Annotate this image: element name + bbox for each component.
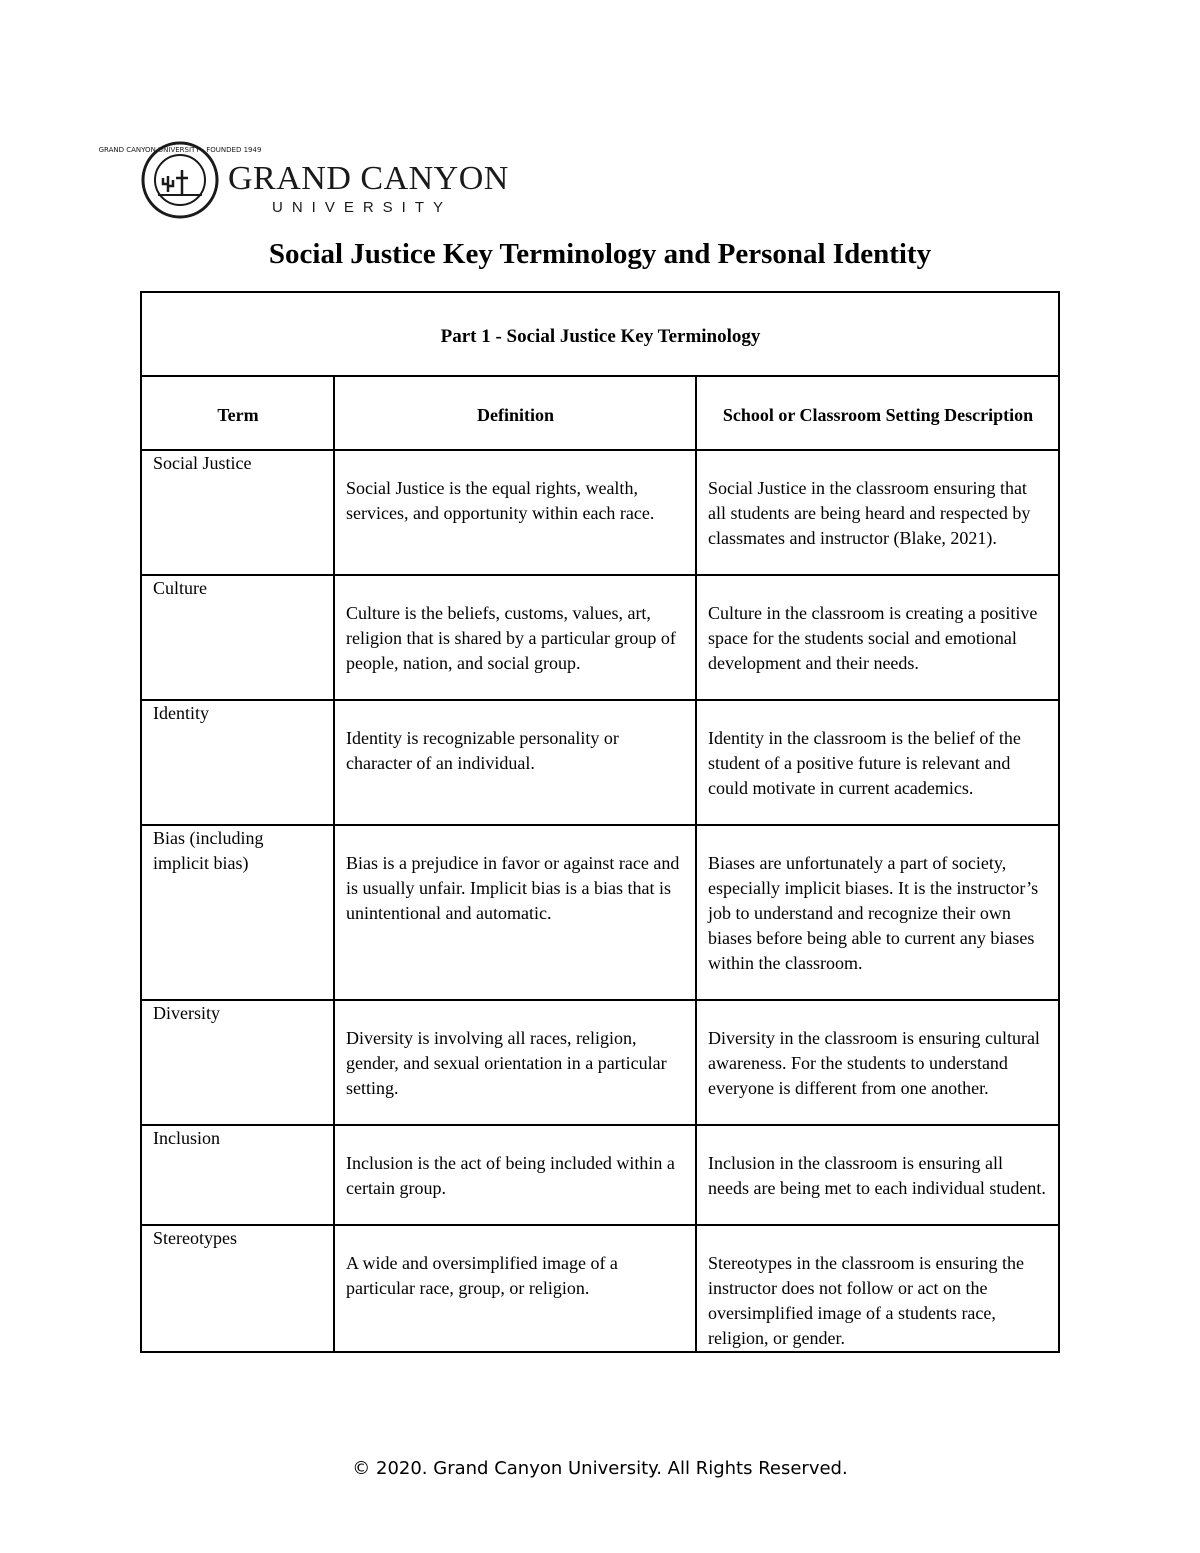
table-row: [141, 1125, 1059, 1225]
setting-cell: Biases are unfortunately a part of society, especially implicit biases. It is the instructor’s job to understand and recognize their own biases before being able to current any biases within the classroom.: [696, 825, 1059, 1000]
logo-wordmark: GRAND CANYON: [228, 160, 509, 197]
svg-text:GRAND CANYON UNIVERSITY · FOUN: GRAND CANYON UNIVERSITY · FOUNDED 1949: [98, 146, 262, 154]
university-seal-icon: [98, 140, 262, 220]
table-row: [141, 575, 1059, 700]
part-heading: Part 1 - Social Justice Key Terminology: [141, 292, 1059, 376]
term-cell: Inclusion: [141, 1125, 334, 1225]
column-header-definition: Definition: [334, 376, 696, 450]
term-cell: Stereotypes: [141, 1225, 334, 1352]
setting-cell: Inclusion in the classroom is ensuring all needs are being met to each individual student.: [696, 1125, 1059, 1225]
document-title: Social Justice Key Terminology and Personal Identity: [268, 238, 932, 270]
university-logo: [98, 140, 509, 220]
copyright-footer: © 2020. Grand Canyon University. All Rights Reserved.: [352, 1458, 848, 1479]
setting-cell: Social Justice in the classroom ensuring that all students are being heard and respected by classmates and instructor (Blake, 2021).: [696, 450, 1059, 575]
table-row: [141, 450, 1059, 575]
table-row: [141, 1000, 1059, 1125]
definition-cell: Culture is the beliefs, customs, values, art, religion that is shared by a particular group of people, nation, and social group.: [334, 575, 696, 700]
definition-cell: Diversity is involving all races, religion, gender, and sexual orientation in a particular setting.: [334, 1000, 696, 1125]
setting-cell: Culture in the classroom is creating a positive space for the students social and emotional development and their needs.: [696, 575, 1059, 700]
part-heading-row: [141, 292, 1059, 376]
definition-cell: Inclusion is the act of being included within a certain group.: [334, 1125, 696, 1225]
logo-subline: UNIVERSITY: [272, 199, 453, 216]
term-cell: Bias (including implicit bias): [141, 825, 334, 1000]
table-row: [141, 825, 1059, 1000]
definition-cell: Bias is a prejudice in favor or against race and is usually unfair. Implicit bias is a bias that is unintentional and automatic.: [334, 825, 696, 1000]
column-header-setting: School or Classroom Setting Description: [696, 376, 1059, 450]
definition-cell: Identity is recognizable personality or character of an individual.: [334, 700, 696, 825]
term-cell: Culture: [141, 575, 334, 700]
header-row: [141, 376, 1059, 450]
column-header-term: Term: [141, 376, 334, 450]
terminology-table: [140, 291, 1060, 1353]
setting-cell: Identity in the classroom is the belief of the student of a positive future is relevant and could motivate in current academics.: [696, 700, 1059, 825]
table-row: [141, 1225, 1059, 1352]
term-cell: Identity: [141, 700, 334, 825]
setting-cell: Stereotypes in the classroom is ensuring the instructor does not follow or act on the oversimplified image of a students race, religion, or gender.: [696, 1225, 1059, 1352]
term-cell: Social Justice: [141, 450, 334, 575]
term-cell: Diversity: [141, 1000, 334, 1125]
table-row: [141, 700, 1059, 825]
definition-cell: Social Justice is the equal rights, wealth, services, and opportunity within each race.: [334, 450, 696, 575]
definition-cell: A wide and oversimplified image of a particular race, group, or religion.: [334, 1225, 696, 1352]
setting-cell: Diversity in the classroom is ensuring cultural awareness. For the students to understand everyone is different from one another.: [696, 1000, 1059, 1125]
